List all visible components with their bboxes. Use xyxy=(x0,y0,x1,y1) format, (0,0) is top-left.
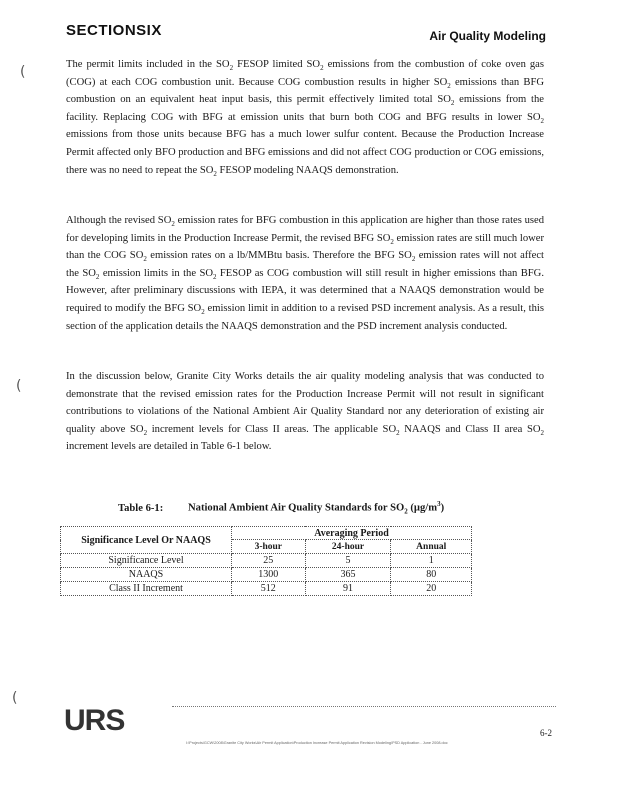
table-cell: 365 xyxy=(305,568,391,582)
paragraph-revised-rates: Although the revised $SO_2$ emission rates for BFG combustion in this application are higher than those rates used for developing limits in the Production Increase Permit, the revised BFG $SO_2$ emission rates are still much lower than the COG $SO_2$ emission rates on a lb/MMBtu basis. Therefore the BFG $SO_2$ emission rates will not affect the $SO_2$ emission limits in the $SO_2$ FESOP as COG combustion will still result in higher emissions than BFG. However, after preliminary discussions with IEPA, it was determined that a NAAQS demonstration would be required to modify the BFG $SO_2$ emission limit in addition to a revised PSD increment analysis. As a result, this section of the application details the NAAQS demonstration and the PSD increment analysis conducted. xyxy=(66,215,544,332)
paragraph-discussion: In the discussion below, Granite City Works details the air quality modeling analysis that was conducted to demonstrate that the revised emission rates for the Production Increase Permit will not result in significant contributions to violations of the National Ambient Air Quality Standard nor any deterioration of existing air quality above $SO_2$ increment levels for Class II areas. The applicable $SO_2$ NAAQS and Class II area $SO_2$ increment levels are detailed in Table 6-1 below. xyxy=(66,371,544,453)
footer-file-path: I:\Projects\GCW\2008\Granite City Works\Air Permit Application\Production Increase Permit Application Revision Modeling\PSD Application - June 2008.doc xyxy=(186,741,448,745)
row-label: NAAQS xyxy=(61,568,232,582)
table-number: Table 6-1: xyxy=(118,502,164,514)
table-title: National Ambient Air Quality Standards for SO xyxy=(188,502,405,514)
column-header: Annual xyxy=(391,540,472,554)
table-cell: 5 xyxy=(305,554,391,568)
row-header: Significance Level Or NAAQS xyxy=(61,527,232,554)
margin-mark: ( xyxy=(16,378,22,394)
row-label: Class II Increment xyxy=(61,582,232,596)
section-header: SECTIONSIX xyxy=(66,22,162,39)
table-cell: 20 xyxy=(391,582,472,596)
table-cell: 25 xyxy=(232,554,306,568)
table-cell: 91 xyxy=(305,582,391,596)
paragraph-fesop-limits: The permit limits included in the $SO_2$ FESOP limited $SO_2$ emissions from the combustion of coke oven gas (COG) at each COG combustion unit. Because COG combustion results in higher $SO_2$ emissions than BFG combustion on an equivalent heat input basis, this permit effectively limited total $SO_2$ emissions from the facility. Replacing COG with BFG at emission units that burn both COG and BFG results in lower $SO_2$ emissions from those units because BFG has a much lower sulfur content. Because the Production Increase Permit affected only BFO production and BFG emissions and did not affect COG production or COG emissions, there was no need to repeat the $SO_2$ FESOP modeling NAAQS demonstration. xyxy=(66,59,544,178)
table-cell: 1 xyxy=(391,554,472,568)
margin-mark: ( xyxy=(20,64,26,80)
table-cell: 1300 xyxy=(232,568,306,582)
table-caption: Table 6-1: National Ambient Air Quality Standards for $SO_2$ $(\mu g/m^3)$ xyxy=(118,500,445,516)
table-cell: 512 xyxy=(232,582,306,596)
table-cell: 80 xyxy=(391,568,472,582)
urs-logo: URS xyxy=(64,704,125,737)
column-header: 24-hour xyxy=(305,540,391,554)
page-number: 6-2 xyxy=(540,728,552,738)
table-row xyxy=(61,568,472,582)
table-row xyxy=(61,554,472,568)
table-row xyxy=(61,582,472,596)
margin-mark: ( xyxy=(12,690,18,706)
footer-divider xyxy=(172,706,556,707)
section-title: Air Quality Modeling xyxy=(429,29,546,43)
group-header: Averaging Period xyxy=(232,527,472,540)
row-label: Significance Level xyxy=(61,554,232,568)
naaqs-table xyxy=(60,526,472,596)
column-header: 3-hour xyxy=(232,540,306,554)
